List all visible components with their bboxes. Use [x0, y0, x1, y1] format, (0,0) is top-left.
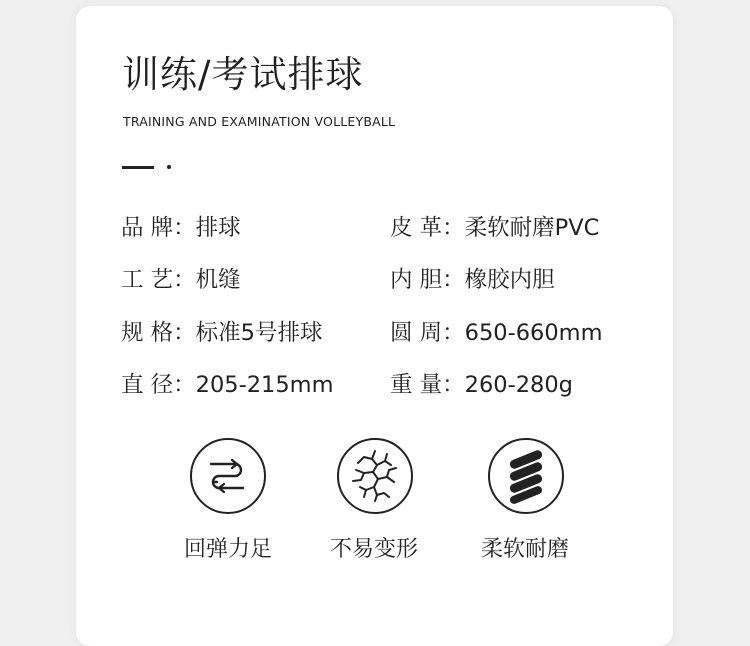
- feature-label-shape-retention: 不易变形: [329, 537, 418, 562]
- title-divider-dash: [122, 166, 154, 169]
- spec-craft: 工 艺：机缝: [121, 267, 241, 293]
- spec-diameter: 直 径：205-215mm: [121, 372, 334, 398]
- spec-bladder: 内 胆：橡胶内胆: [390, 267, 555, 293]
- product-info-card: [76, 6, 673, 646]
- title-divider-dot: [167, 165, 171, 169]
- wear-resistant-stripes-icon: [487, 437, 565, 515]
- product-subtitle: TRAINING AND EXAMINATION VOLLEYBALL: [123, 114, 396, 129]
- crack-resistant-icon: [336, 437, 414, 515]
- spec-weight: 重 量：260-280g: [390, 372, 573, 398]
- spec-brand: 品 牌：排球: [121, 215, 241, 241]
- spec-size: 规 格：标准5号排球: [121, 320, 323, 346]
- product-title: 训练/考试排球: [122, 53, 364, 96]
- spec-material: 皮 革：柔软耐磨PVC: [390, 215, 600, 241]
- feature-label-rebound: 回弹力足: [183, 537, 272, 562]
- rebound-arrows-icon: [189, 437, 267, 515]
- spec-circumference: 圆 周：650-660mm: [390, 320, 603, 346]
- feature-label-wear-resistant: 柔软耐磨: [480, 537, 569, 562]
